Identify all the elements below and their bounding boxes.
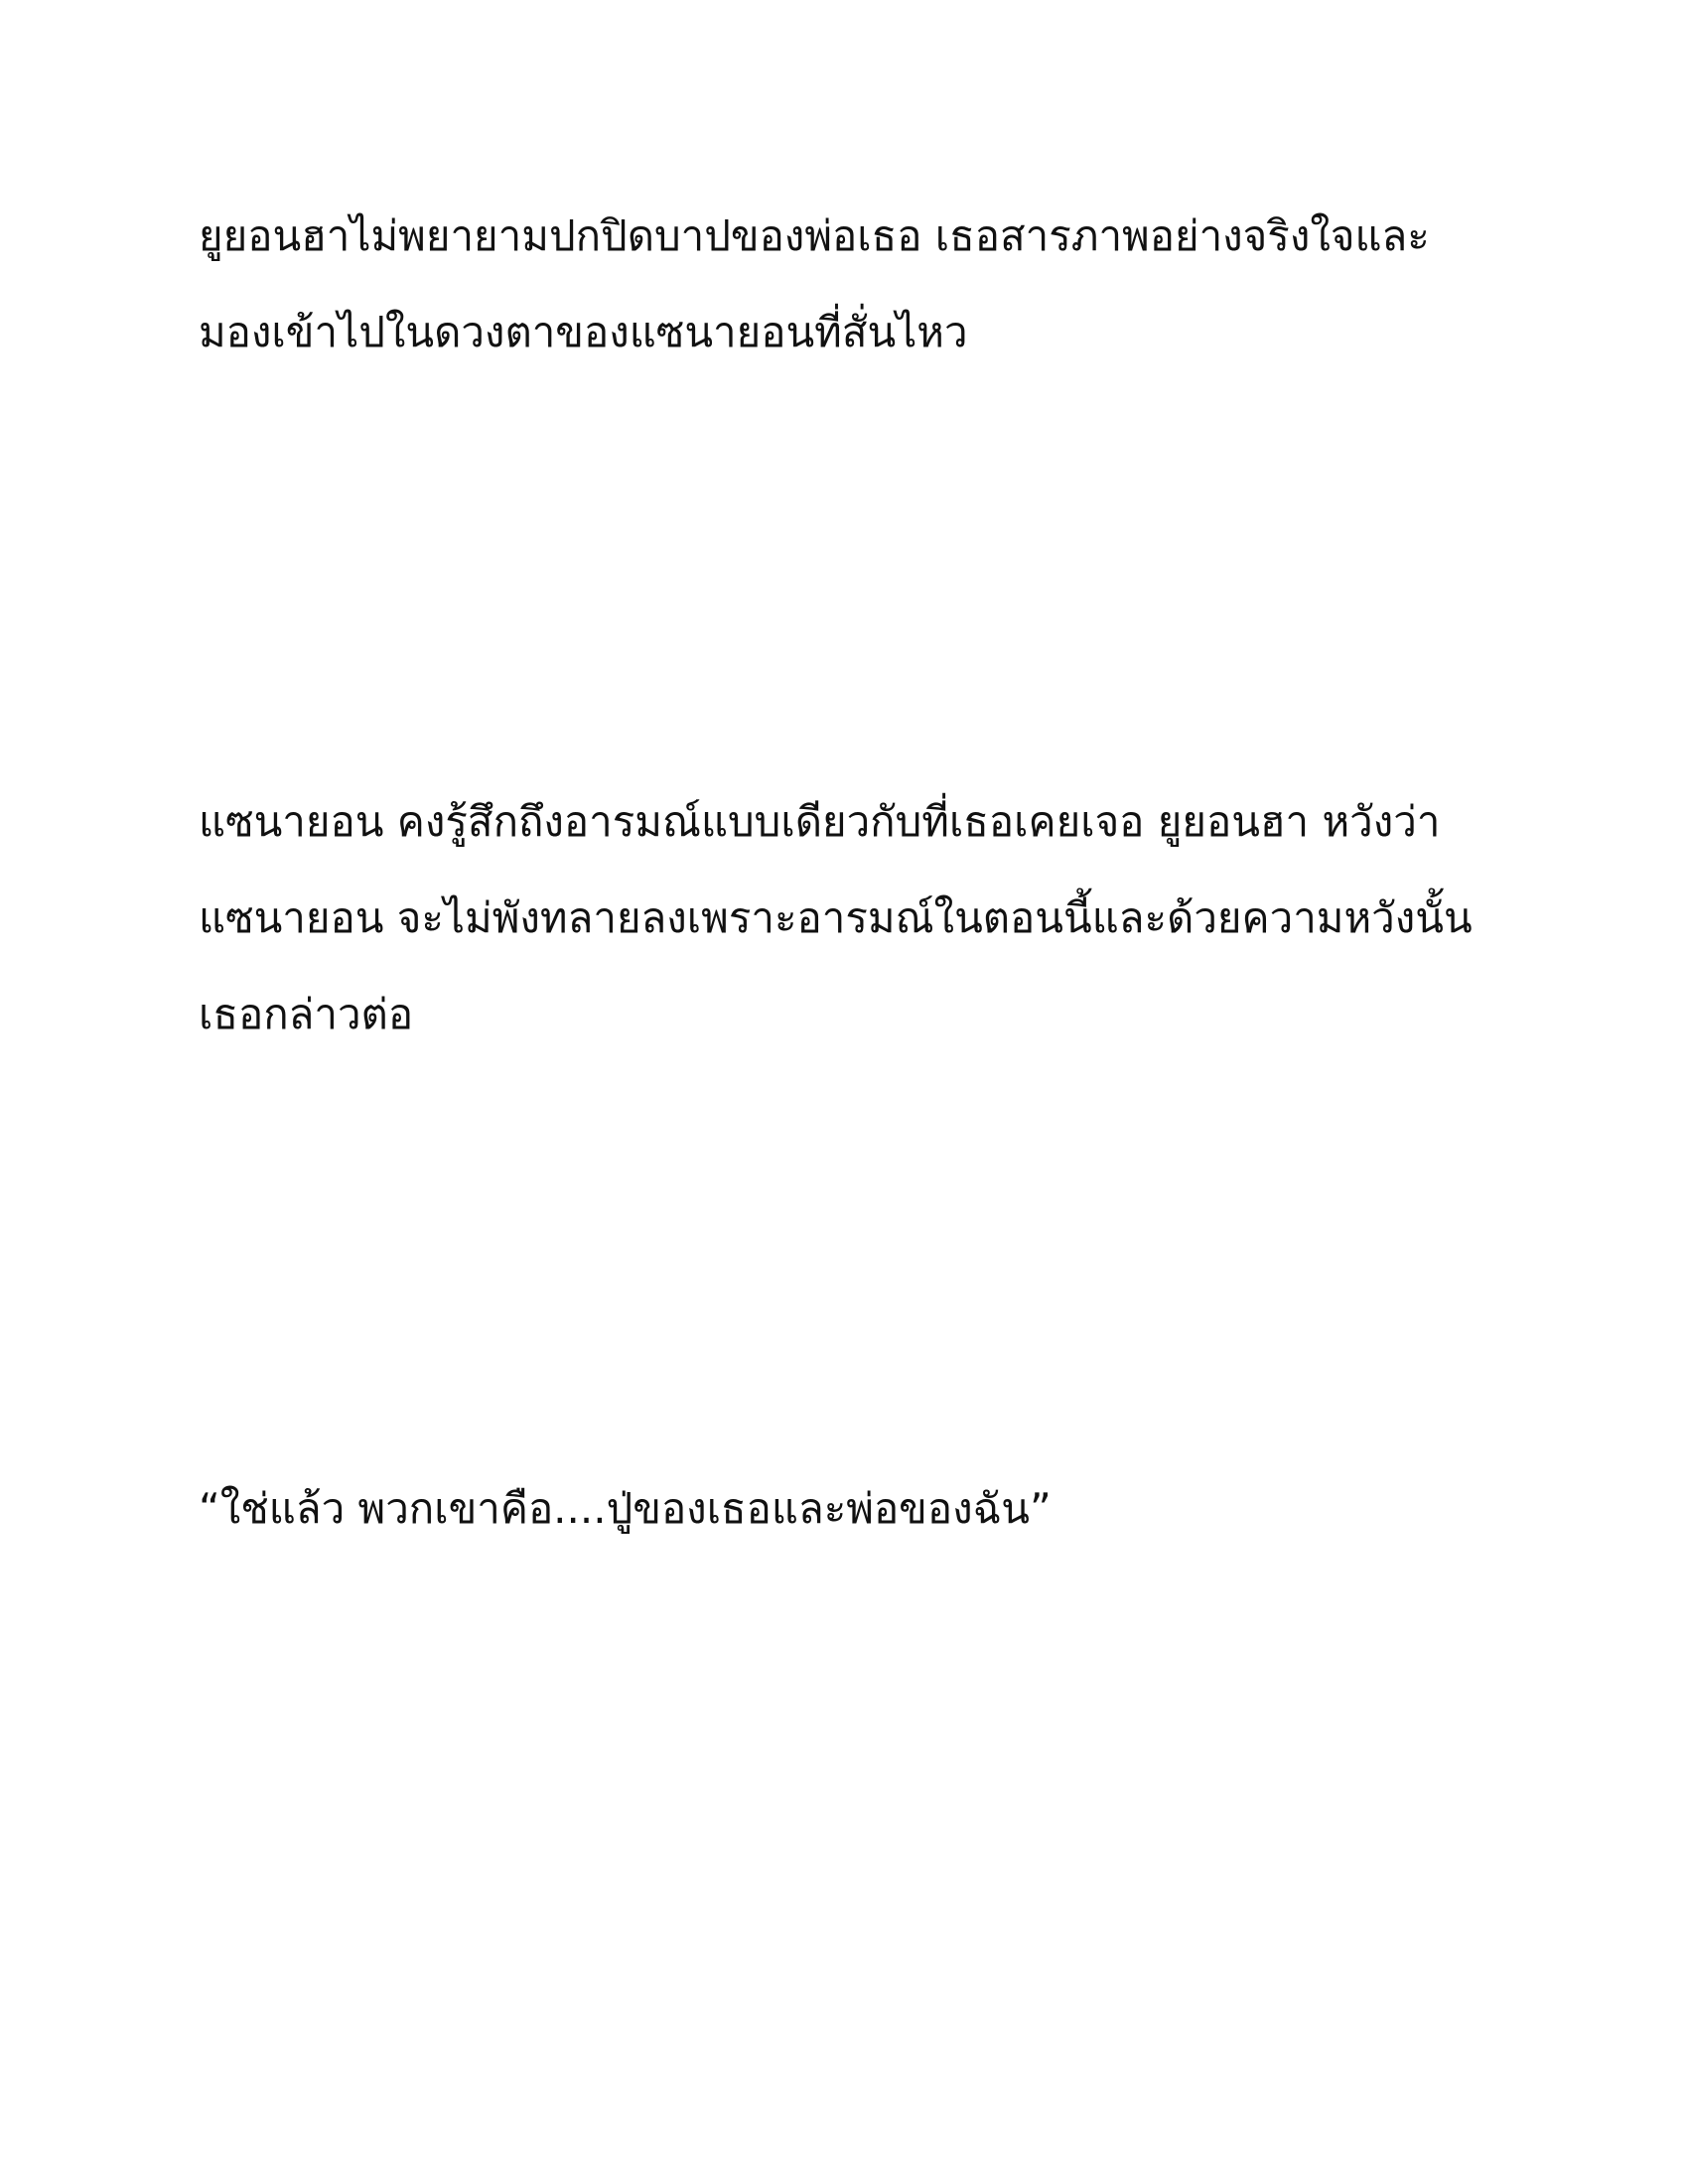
text-line: แซนายอน คงรู้สึกถึงอารมณ์แบบเดียวกับที่เธอเคยเจอ ยูยอนฮา หวังว่า — [199, 797, 1441, 846]
text-line: แซนายอน จะไม่พังทลายลงเพราะอารมณ์ในตอนนี้และด้วยความหวังนั้น — [199, 893, 1473, 942]
quote-line: “ใช่แล้ว พวกเขาคือ....ปู่ของเธอและพ่อของฉัน” — [199, 1484, 1052, 1533]
text-line: ยูยอนฮาไม่พยายามปกปิดบาปของพ่อเธอ เธอสารภาพอย่างจริงใจและ — [199, 211, 1430, 260]
text-line: มองเข้าไปในดวงตาของแซนายอนที่สั่นไหว — [199, 308, 968, 356]
text-line: เธอกล่าวต่อ — [199, 990, 414, 1038]
